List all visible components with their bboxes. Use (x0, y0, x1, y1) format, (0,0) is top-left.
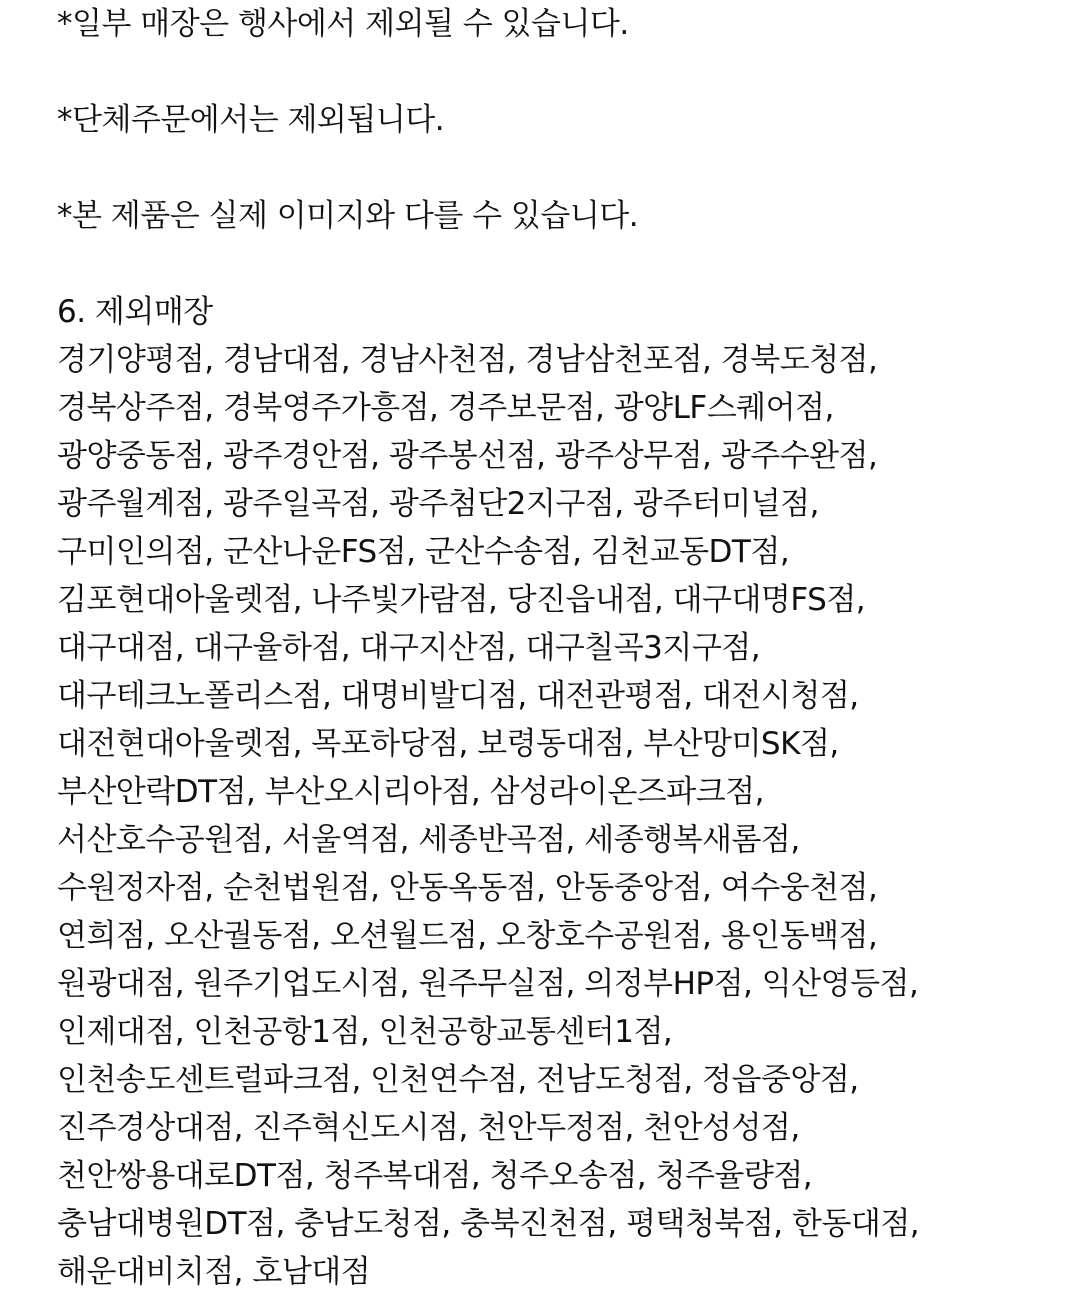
store-list-line: 해운대비치점, 호남대점 (57, 1254, 371, 1290)
note-group-order-exclusion: *단체주문에서는 제외됩니다. (57, 102, 445, 138)
store-list-line: 광주월계점, 광주일곡점, 광주첨단2지구점, 광주터미널점, (57, 486, 819, 522)
store-list-line: 광양중동점, 광주경안점, 광주봉선점, 광주상무점, 광주수완점, (57, 438, 878, 474)
store-list-line: 천안쌍용대로DT점, 청주복대점, 청주오송점, 청주율량점, (57, 1158, 813, 1194)
store-list-line: 부산안락DT점, 부산오시리아점, 삼성라이온즈파크점, (57, 774, 764, 810)
store-list-line: 인천송도센트럴파크점, 인천연수점, 전남도청점, 정읍중앙점, (57, 1062, 859, 1098)
store-list-line: 진주경상대점, 진주혁신도시점, 천안두정점, 천안성성점, (57, 1110, 800, 1146)
store-list-line: 서산호수공원점, 서울역점, 세종반곡점, 세종행복새롬점, (57, 822, 800, 858)
store-list-line: 경기양평점, 경남대점, 경남사천점, 경남삼천포점, 경북도청점, (57, 342, 878, 378)
store-list-line: 충남대병원DT점, 충남도청점, 충북진천점, 평택청북점, 한동대점, (57, 1206, 920, 1242)
spacer (57, 144, 1057, 192)
note-image-disclaimer: *본 제품은 실제 이미지와 다를 수 있습니다. (57, 198, 639, 234)
store-list-line: 원광대점, 원주기업도시점, 원주무실점, 의정부HP점, 익산영등점, (57, 966, 919, 1002)
spacer (57, 240, 1057, 288)
store-list-line: 구미인의점, 군산나운FS점, 군산수송점, 김천교동DT점, (57, 534, 790, 570)
notice-document (57, 0, 1057, 1296)
excluded-stores-list (57, 336, 1057, 1296)
section-heading-excluded-stores: 6. 제외매장 (57, 294, 213, 330)
store-list-line: 김포현대아울렛점, 나주빛가람점, 당진읍내점, 대구대명FS점, (57, 582, 866, 618)
store-list-line: 대구테크노폴리스점, 대명비발디점, 대전관평점, 대전시청점, (57, 678, 859, 714)
note-store-exclusion: *일부 매장은 행사에서 제외될 수 있습니다. (57, 6, 629, 42)
store-list-line: 대구대점, 대구율하점, 대구지산점, 대구칠곡3지구점, (57, 630, 761, 666)
store-list-line: 경북상주점, 경북영주가흥점, 경주보문점, 광양LF스퀘어점, (57, 390, 834, 426)
store-list-line: 대전현대아울렛점, 목포하당점, 보령동대점, 부산망미SK점, (57, 726, 839, 762)
store-list-line: 연희점, 오산궐동점, 오션월드점, 오창호수공원점, 용인동백점, (57, 918, 878, 954)
store-list-line: 인제대점, 인천공항1점, 인천공항교통센터1점, (57, 1014, 673, 1050)
spacer (57, 48, 1057, 96)
store-list-line: 수원정자점, 순천법원점, 안동옥동점, 안동중앙점, 여수웅천점, (57, 870, 878, 906)
